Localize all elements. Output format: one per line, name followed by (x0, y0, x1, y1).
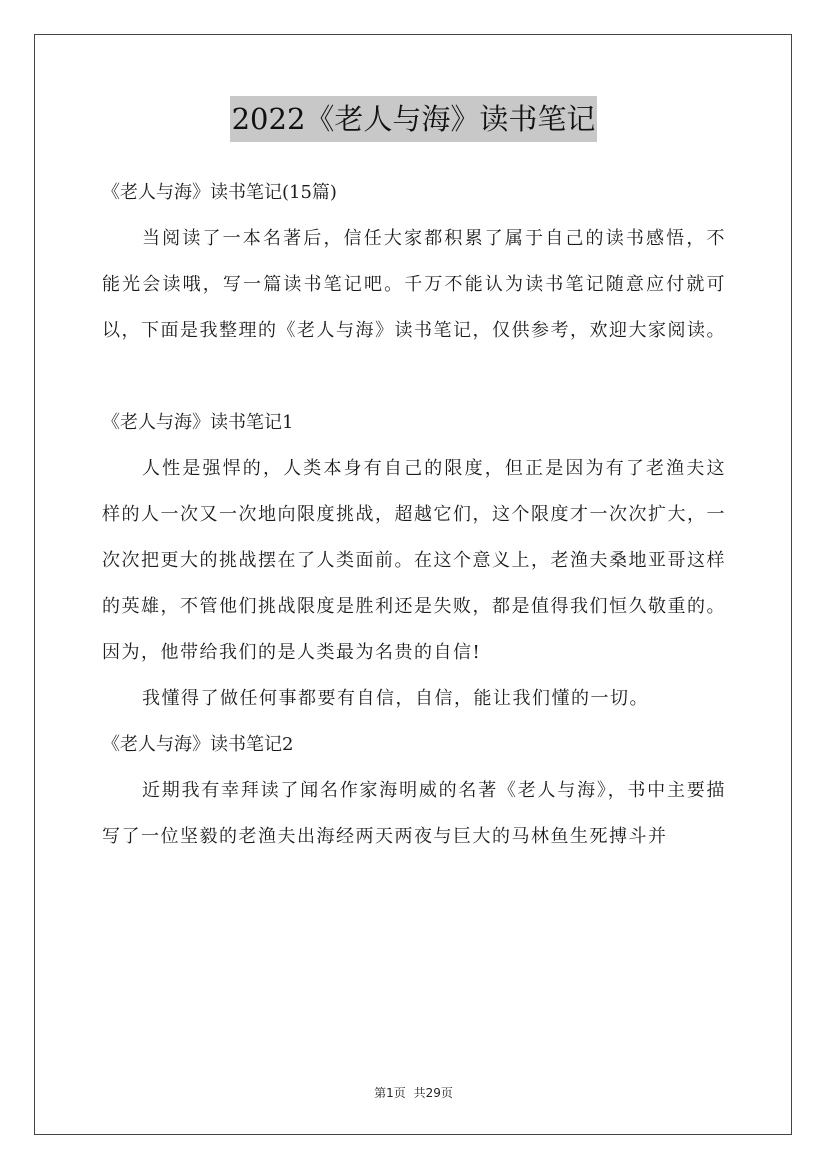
document-title: 2022《老人与海》读书笔记 (230, 96, 598, 142)
page-total: 共29页 (413, 1086, 453, 1100)
document-body (102, 170, 726, 860)
document-subtitle: 《老人与海》读书笔记(15篇) (102, 182, 337, 203)
spacer (102, 354, 726, 400)
section-paragraph: 人性是强悍的，人类本身有自己的限度，但正是因为有了老渔夫这样的人一次又一次地向限度挑战，超越它们，这个限度才一次次扩大，一次次把更大的挑战摆在了人类面前。在这个意义上，老渔夫桑地亚哥这样的英雄，不管他们挑战限度是胜利还是失败，都是值得我们恒久敬重的。因为，他带给我们的是人类最为名贵的自信! (102, 458, 726, 663)
intro-paragraph: 当阅读了一本名著后，信任大家都积累了属于自己的读书感悟，不能光会读哦，写一篇读书笔记吧。千万不能认为读书笔记随意应付就可以，下面是我整理的《老人与海》读书笔记，仅供参考，欢迎大家阅读。 (102, 228, 726, 341)
page-footer (0, 1084, 827, 1101)
section-paragraph: 我懂得了做任何事都要有自信，自信，能让我们懂的一切。 (142, 688, 649, 709)
title-area (0, 96, 827, 142)
page-number: 第1页 (374, 1086, 406, 1100)
section-heading: 《老人与海》读书笔记1 (102, 412, 294, 433)
section-paragraph: 近期我有幸拜读了闻名作家海明威的名著《老人与海》，书中主要描写了一位坚毅的老渔夫出海经两天两夜与巨大的马林鱼生死搏斗并 (102, 780, 726, 847)
section-heading: 《老人与海》读书笔记2 (102, 734, 294, 755)
